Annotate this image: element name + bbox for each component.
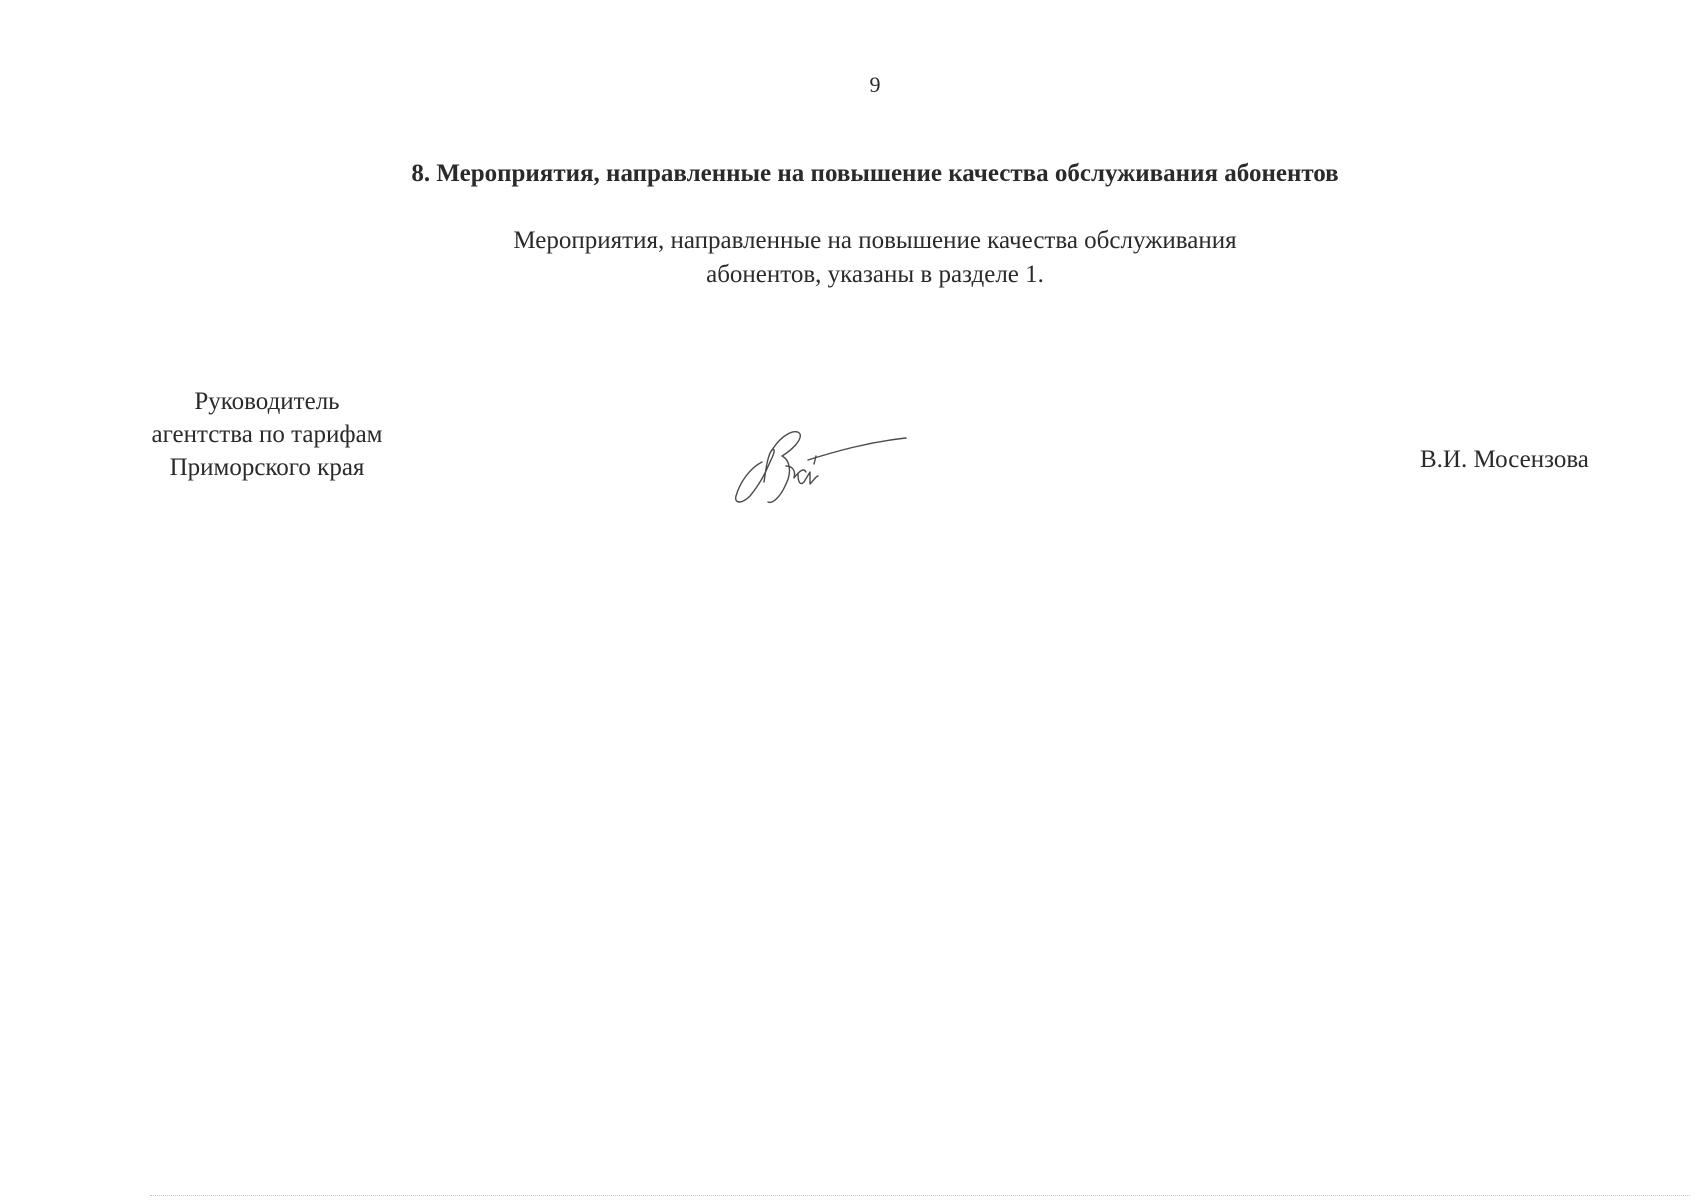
signatory-title-line: агентства по тарифам xyxy=(151,421,383,448)
scan-edge-divider xyxy=(150,1195,1690,1196)
signatory-name: В.И. Мосензова xyxy=(1420,446,1589,473)
handwritten-signature xyxy=(730,420,910,510)
section-body xyxy=(0,224,1698,292)
signatory-title-line: Руководитель xyxy=(194,388,340,415)
section-body-line: абонентов, указаны в разделе 1. xyxy=(706,261,1044,288)
signatory-title xyxy=(120,385,414,484)
section-body-line: Мероприятия, направленные на повышение качества обслуживания xyxy=(513,227,1237,254)
signatory-title-line: Приморского края xyxy=(169,454,365,481)
page-number: 9 xyxy=(869,72,881,97)
section-heading: 8. Мероприятия, направленные на повышение качества обслуживания абонентов xyxy=(411,160,1339,187)
